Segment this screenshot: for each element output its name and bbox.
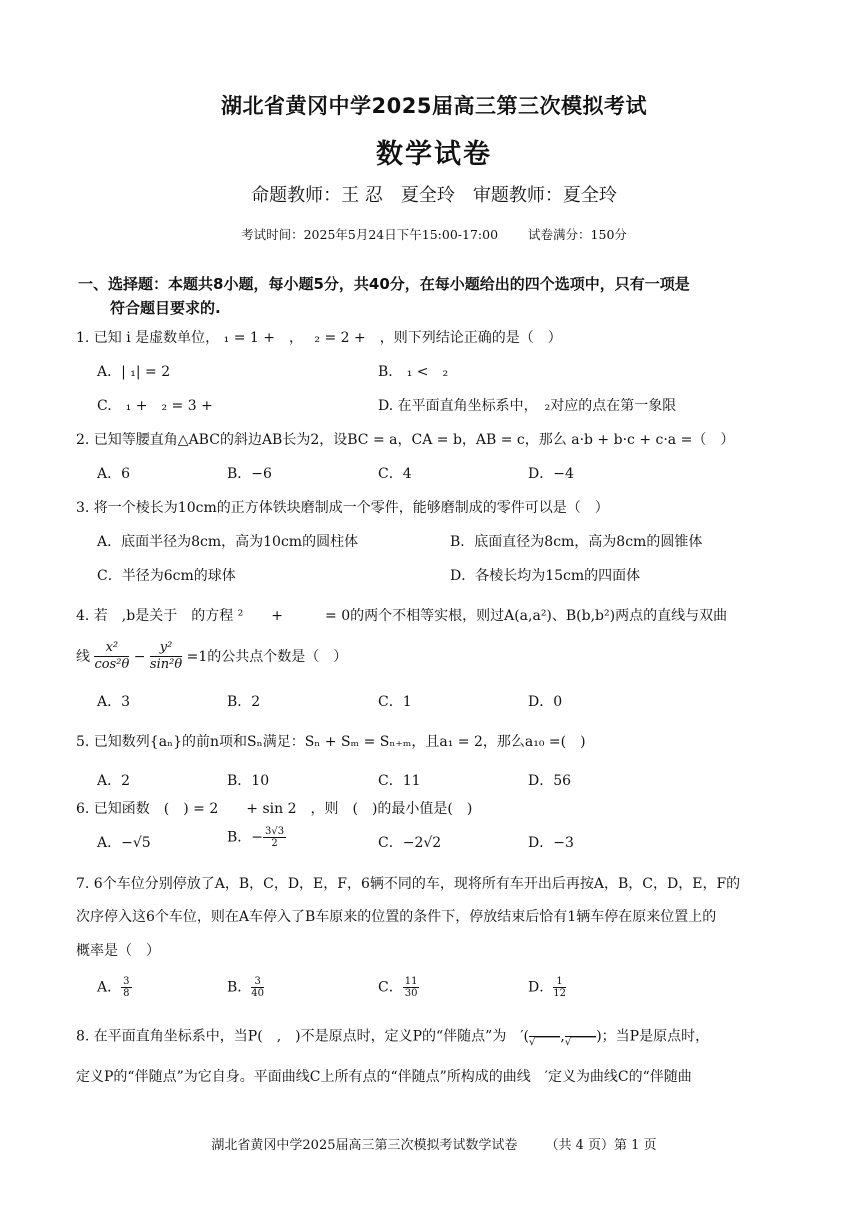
question-2-option-d: D．−4 (528, 466, 574, 482)
hyperbola-y-term: $\frac{\text{y²}}{\text{sin²θ}}$ (149, 640, 183, 673)
question-4-option-c: C．1 (378, 694, 412, 710)
question-7-option-d: D． $\frac{1}{12}$ (528, 976, 566, 999)
page-footer (0, 1134, 868, 1153)
question-1-option-d: D. 在平面直角坐标系中， ₂对应的点在第一象限 (378, 398, 677, 414)
question-2-option-a: A．6 (97, 466, 131, 482)
question-4-stem: 4. 若 ,b是关于 的方程 ² + = 0的两个不相等实根，则过A(a,a²)、B(b,b²)两点的直线与双曲 (76, 608, 728, 624)
question-2-stem: 2. 已知等腰直角△ABC的斜边AB长为2，设BC = a，CA = b，AB = c，那么 a·b + b·c + c·a =（ ） (76, 432, 735, 448)
question-1-option-c: C. ₁ + ₂ = 3 + (97, 398, 213, 414)
footer-title: 湖北省黄冈中学2025届高三第三次模拟考试数学试卷 (211, 1138, 518, 1153)
question-5-stem: 5. 已知数列{aₙ}的前n项和Sₙ满足：Sₙ + Sₘ = Sₙ₊ₘ，且a₁ = 2，那么a₁₀ =( ) (76, 734, 586, 750)
question-7-option-b: B． $\frac{3}{40}$ (227, 976, 265, 999)
question-6-option-a: A．−√5 (97, 835, 151, 851)
exam-time: 考试时间：2025年5月24日下午15:00-17:00 (241, 227, 499, 242)
question-4-prefix: 线 (76, 648, 90, 665)
question-5-option-d: D．56 (528, 773, 572, 789)
question-6-option-d: D．−3 (528, 835, 574, 851)
question-4-option-d: D．0 (528, 694, 563, 710)
question-7-line2: 次序停入这6个车位，则在A车停入了B车原来的位置的条件下，停放结束后恰有1辆车停在原来位置上的 (76, 909, 717, 925)
question-5-option-a: A．2 (97, 773, 131, 789)
hyperbola-x-term: $\frac{\text{x²}}{\text{cos²θ}}$ (94, 640, 130, 673)
question-4-stem-cont: 线 $\frac{\text{x²}}{\text{cos²θ}}$ − $\frac{\text{y²}}{\text{sin²θ}}$ =1的公共点个数是（ ） (76, 640, 348, 673)
question-1-option-b: B. ₁ < ₂ (378, 364, 449, 380)
question-3-option-d: D．各棱长均为15cm的四面体 (450, 568, 641, 584)
question-4-suffix: =1的公共点个数是（ ） (186, 648, 348, 665)
question-7-option-c: C． $\frac{11}{30}$ (378, 976, 418, 999)
question-4-option-a: A．3 (97, 694, 131, 710)
question-3-option-c: C．半径为6cm的球体 (97, 568, 236, 584)
question-8-line2: 定义P的“伴随点”为它自身。平面曲线C上所有点的“伴随点”所构成的曲线 ′定义为曲线C的“伴随曲 (76, 1069, 692, 1085)
question-3-option-a: A．底面半径为8cm，高为10cm的圆柱体 (97, 534, 359, 550)
question-3-stem: 3. 将一个棱长为10cm的正方体铁块磨制成一个零件，能够磨制成的零件可以是（ ） (76, 500, 609, 516)
question-6-stem: 6. 已知函数 ( ) = 2 + sin 2 ，则 ( )的最小值是( ) (76, 801, 473, 817)
exam-meta (0, 225, 868, 243)
page-number: （共 4 页）第 1 页 (545, 1138, 657, 1153)
section1-heading-cont: 符合题目要求的. (110, 299, 221, 317)
question-3-option-b: B．底面直径为8cm，高为8cm的圆锥体 (450, 534, 703, 550)
question-5-option-c: C．11 (378, 773, 421, 789)
question-7-line3: 概率是（ ） (76, 943, 160, 959)
question-6-option-b: B．− $\frac{3√3}{2}$ (227, 826, 285, 849)
question-2-option-c: C．4 (378, 466, 412, 482)
exam-title: 湖北省黄冈中学2025届高三第三次模拟考试 (221, 94, 647, 118)
question-1-stem: 1. 已知 i 是虚数单位， ₁ = 1 + ， ₂ = 2 + ，则下列结论正确的是（ ） (76, 330, 562, 346)
exam-subtitle: 数学试卷 (376, 139, 492, 170)
question-8-line1: 8. 在平面直角坐标系中，当P( , )不是原点时，定义P的“伴随点”为 ′( √‾‾‾‾‾ , √‾‾‾‾‾ )；当P是原点时， (76, 1025, 709, 1048)
companion-y-fraction: √‾‾‾‾‾ (565, 1025, 596, 1048)
question-7-option-a: A． $\frac{3}{8}$ (97, 976, 130, 999)
question-4-option-b: B．2 (227, 694, 261, 710)
teachers-line: 命题教师：王 忍 夏全玲 审题教师：夏全玲 (251, 185, 617, 206)
question-5-option-b: B．10 (227, 773, 270, 789)
question-6-option-c: C．−2√2 (378, 835, 442, 851)
question-2-option-b: B．−6 (227, 466, 272, 482)
full-score: 试卷满分：150分 (528, 227, 627, 242)
question-7-line1: 7. 6个车位分别停放了A，B，C，D，E，F，6辆不同的车，现将所有车开出后再按A，B，C，D，E，F的 (76, 876, 741, 892)
section1-heading: 一、选择题：本题共8小题，每小题5分，共40分，在每小题给出的四个选项中，只有一项是 (78, 275, 690, 293)
companion-x-fraction: √‾‾‾‾‾ (529, 1025, 560, 1048)
question-1-option-a: A．| ₁| = 2 (97, 364, 171, 380)
